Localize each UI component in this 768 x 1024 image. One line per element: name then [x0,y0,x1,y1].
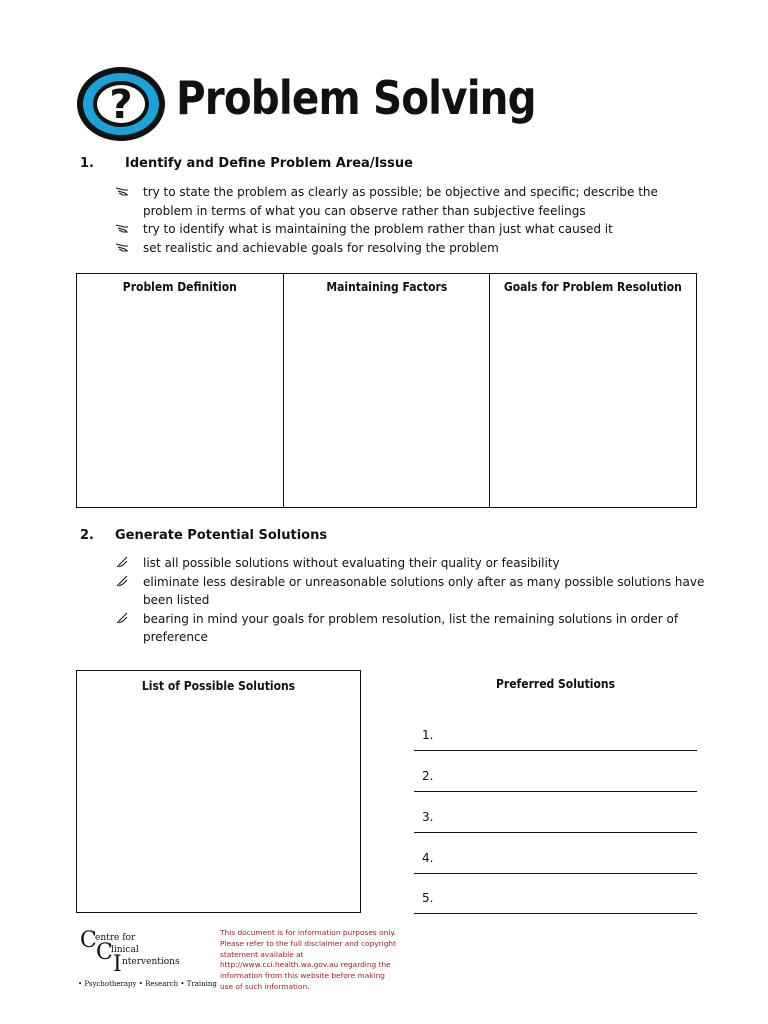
writing-hand-icon [115,574,129,588]
list-item [115,573,705,610]
disclaimer-text: This document is for information purposes only. Please refer to the full disclaimer and copyright statement available at http://www.cci.health.wa.gov.au regarding the information from this website before making use of such information. [220,928,397,991]
section2-title: Generate Potential Solutions [115,528,328,543]
bullet-text: bearing in mind your goals for problem resolution, list the remaining solutions in order of preference [143,611,679,644]
column-header: Goals for Problem Resolution [504,280,683,294]
bullet-text: set realistic and achievable goals for resolving the problem [143,240,499,255]
section2-number: 2. [80,528,94,543]
section1-title: Identify and Define Problem Area/Issue [125,156,413,171]
logo-initial: C [96,940,113,965]
pointing-hand-icon [115,221,129,235]
maintaining-factors-cell[interactable] [284,274,491,507]
list-item [115,610,705,647]
writing-hand-icon [115,555,129,569]
section1-number: 1. [80,156,94,171]
section2-bullet-list [115,554,705,647]
column-header: Problem Definition [122,280,237,294]
logo-line: linical [111,945,139,955]
logo-initial: I [113,952,122,977]
list-item [115,220,705,239]
item-number: 2. [422,769,434,783]
goals-cell[interactable] [490,274,696,507]
preferred-solution-line[interactable] [414,711,697,751]
section1-bullet-list [115,183,705,257]
writing-hand-icon [115,611,129,625]
preferred-solution-line[interactable] [414,752,697,792]
possible-solutions-box[interactable] [76,670,361,913]
svg-text:?: ? [109,82,133,128]
preferred-solutions-title: Preferred Solutions [495,677,616,691]
logo-initial: C [80,928,97,953]
preferred-solution-line[interactable] [414,834,697,874]
item-number: 3. [422,810,434,824]
bullet-text: try to identify what is maintaining the problem rather than just what caused it [143,222,613,236]
pointing-hand-icon [115,240,129,254]
preferred-solution-line[interactable] [414,874,697,914]
problem-definition-cell[interactable] [77,274,284,507]
list-item [115,239,705,258]
item-number: 1. [422,728,434,742]
preferred-solution-line[interactable] [414,793,697,833]
logo-line: nterventions [122,957,180,967]
cci-logo [78,930,218,994]
item-number: 4. [422,851,434,865]
item-number: 5. [422,891,434,905]
pointing-hand-icon [115,184,129,198]
question-mark-icon [74,64,168,144]
list-item [115,554,705,573]
possible-solutions-title: List of Possible Solutions [141,679,296,693]
logo-tagline: • Psychotherapy • Research • Training [78,980,217,988]
list-item [115,183,705,220]
bullet-text: eliminate less desirable or unreasonable solutions only after as many possible solutions have been listed [143,574,705,607]
bullet-text: list all possible solutions without evaluating their quality or feasibility [143,556,560,570]
bullet-text: try to state the problem as clearly as possible; be objective and specific; describe the problem in terms of what you can observe rather than subjective feelings [143,185,658,218]
problem-table [76,273,697,508]
page-title: Problem Solving [176,71,536,125]
logo-line: entre for [95,933,136,943]
column-header: Maintaining Factors [326,280,447,294]
